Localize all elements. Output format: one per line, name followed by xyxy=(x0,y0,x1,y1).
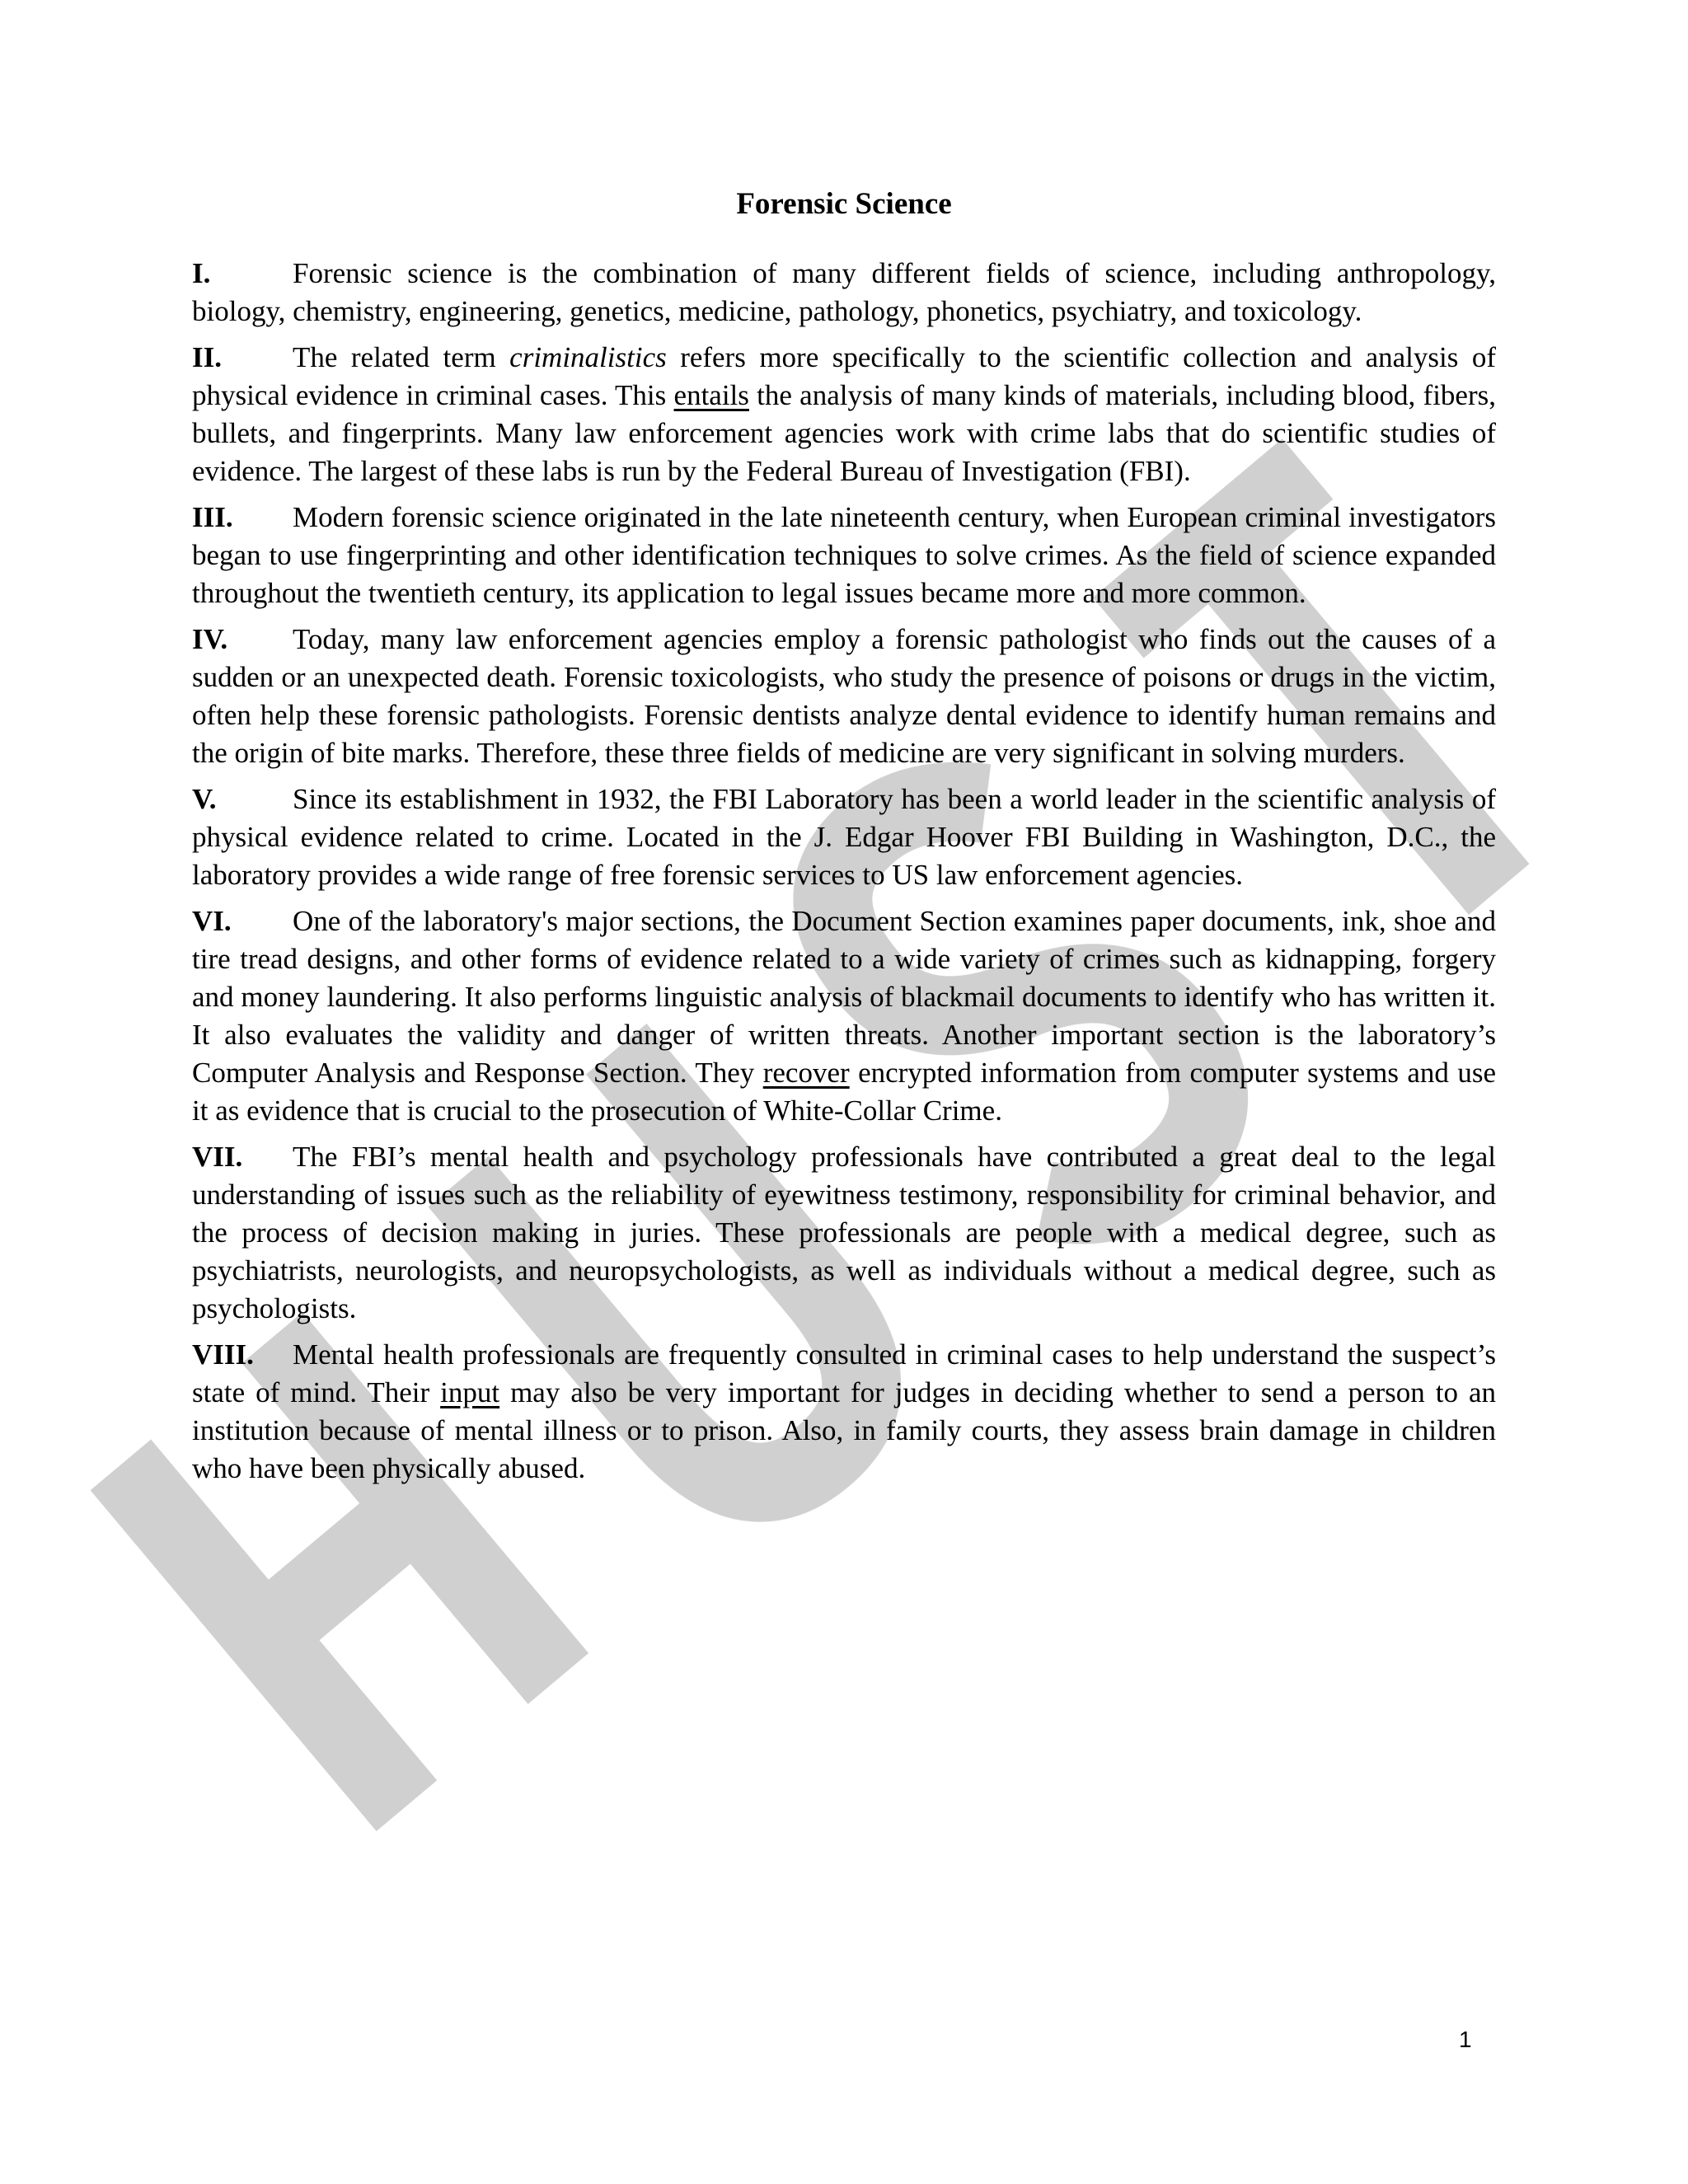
paragraph-1 xyxy=(192,255,1496,330)
paragraph-numeral: V. xyxy=(192,783,217,815)
paragraph-numeral: VI. xyxy=(192,905,232,937)
paragraph-numeral: VIII. xyxy=(192,1338,254,1371)
paragraph-text: may also be very important for judges in deciding whether to send a person to an institution because of mental illness or to prison. Also, in family courts, they assess brain damage in children who have been physically abused. xyxy=(192,1376,1497,1484)
paragraph-text: encrypted information from computer systems and use it as evidence that is crucial to the prosecution of White-Collar Crime. xyxy=(192,1057,1497,1127)
paragraph-numeral: II. xyxy=(192,341,222,373)
paragraph-2 xyxy=(192,339,1496,490)
paragraph-text: the analysis of many kinds of materials, including blood, fibers, bullets, and fingerprints. Many law enforcement agencies work with crime labs that do scientific studies of evidence. The largest of these labs is run by the Federal Bureau of Investigation (FBI). xyxy=(192,379,1496,487)
underlined-vocab-word: entails xyxy=(673,379,749,411)
paragraph-text: Modern forensic science originated in the late nineteenth century, when European criminal investigators began to use fingerprinting and other identification techniques to solve crimes. As the field of science expanded throughout the twentieth century, its application to legal issues became more and more common. xyxy=(192,501,1496,609)
paragraph-numeral: III. xyxy=(192,501,233,533)
paragraph-text: Mental health professionals are frequently consulted in criminal cases to help understand the suspect’s state of mind. Their xyxy=(192,1338,1496,1408)
paragraph-numeral: IV. xyxy=(192,623,228,655)
document-title: Forensic Science xyxy=(736,187,952,221)
paragraph-8 xyxy=(192,1336,1496,1488)
paragraph-text: The FBI’s mental health and psychology professionals have contributed a great deal to the legal understanding of issues such as the reliability of eyewitness testimony, responsibility for criminal behavior, and the process of decision making in juries. These professionals are people with a medical degree, such as psychiatrists, neurologists, and neuropsychologists, as well as individuals without a medical degree, such as psychologists. xyxy=(192,1141,1496,1324)
underlined-vocab-word: input xyxy=(440,1376,500,1408)
paragraph-3 xyxy=(192,499,1496,612)
page-number: 1 xyxy=(1459,2027,1472,2052)
paragraph-5 xyxy=(192,780,1496,894)
paragraph-numeral: VII. xyxy=(192,1141,243,1173)
italic-term: criminalistics xyxy=(509,341,667,373)
paragraph-text: Since its establishment in 1932, the FBI Laboratory has been a world leader in the scientific analysis of physical evidence related to crime. Located in the J. Edgar Hoover FBI Building in Washington, D.C., the laboratory provides a wide range of free forensic services to US law enforcement agencies. xyxy=(192,783,1496,891)
paragraph-text: One of the laboratory's major sections, the Document Section examines paper documents, ink, shoe and tire tread designs, and other forms of evidence related to a wide variety of crimes such as kidnapping, forgery and money laundering. It also performs linguistic analysis of blackmail documents to identify who has written it. It also evaluates the validity and danger of written threats. Another important section is the laboratory’s Computer Analysis and Response Section. They xyxy=(192,905,1496,1089)
paragraph-6 xyxy=(192,902,1496,1130)
document-page xyxy=(192,185,1496,1496)
underlined-vocab-word: recover xyxy=(762,1057,850,1089)
paragraph-text: The related term xyxy=(293,341,510,373)
paragraph-text: Today, many law enforcement agencies employ a forensic pathologist who finds out the causes of a sudden or an unexpected death. Forensic toxicologists, who study the presence of poisons or drugs in the victim, often help these forensic pathologists. Forensic dentists analyze dental evidence to identify human remains and the origin of bite marks. Therefore, these three fields of medicine are very significant in solving murders. xyxy=(192,623,1496,769)
paragraph-7 xyxy=(192,1138,1496,1328)
paragraph-numeral: I. xyxy=(192,257,211,289)
paragraph-text: refers more specifically to the scientific collection and analysis of physical evidence in criminal cases. This xyxy=(192,341,1496,411)
paragraph-4 xyxy=(192,621,1496,772)
paragraph-text: Forensic science is the combination of many different fields of science, including anthropology, biology, chemistry, engineering, genetics, medicine, pathology, phonetics, psychiatry, and toxicology. xyxy=(192,257,1496,327)
